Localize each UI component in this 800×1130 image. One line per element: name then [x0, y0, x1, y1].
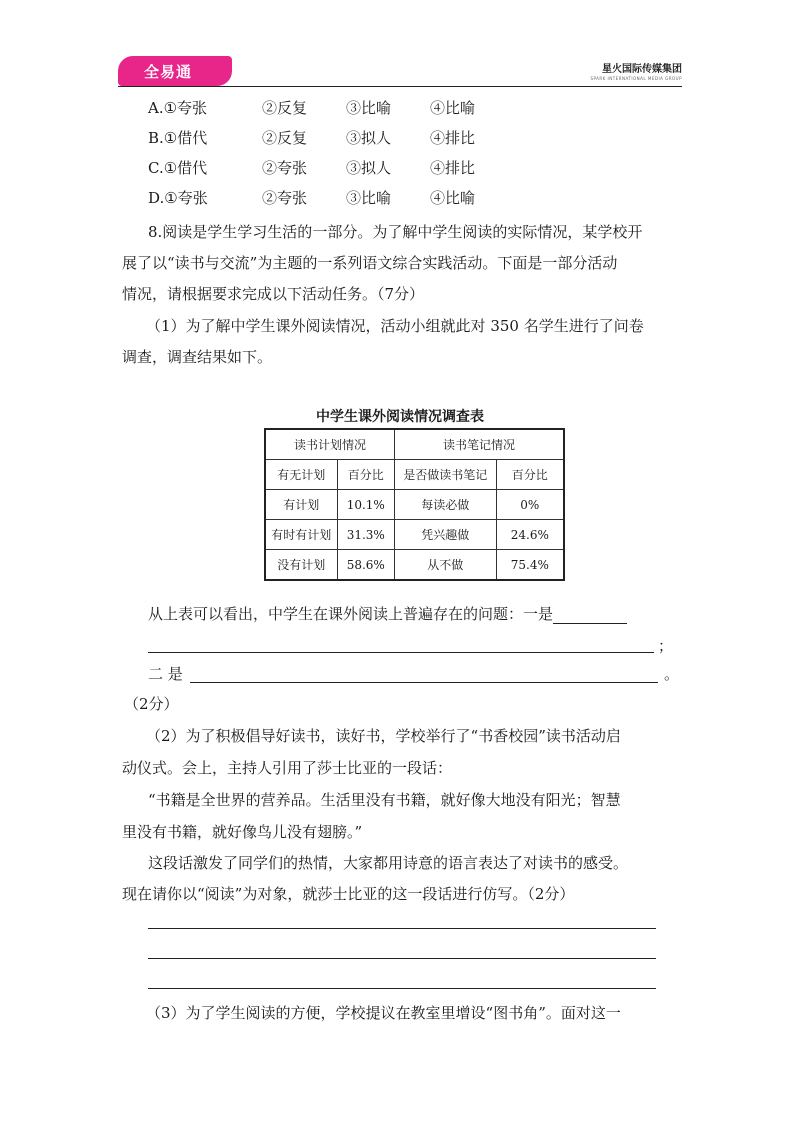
table-cell: 凭兴趣做 — [395, 520, 497, 550]
part2-line-2: 动仪式。会上，主持人引用了莎士比亚的一段话： — [122, 759, 453, 777]
table-header-cell: 是否做读书笔记 — [395, 460, 497, 490]
option-b-2: ②反复 — [262, 129, 308, 147]
option-c-1: C.①借代 — [148, 159, 208, 177]
q8-line-2: 展了以“读书与交流”为主题的一系列语文综合实践活动。下面是一部分活动 — [122, 254, 618, 272]
answer1-period: 。 — [664, 665, 680, 683]
option-a-3: ③比喻 — [346, 99, 392, 117]
answer2-line-1[interactable] — [148, 928, 656, 929]
table-group-header-row — [265, 429, 564, 460]
table-header-cell: 有无计划 — [265, 460, 337, 490]
table-row — [265, 550, 564, 581]
answer1-semicolon: ； — [658, 637, 674, 655]
table-title: 中学生课外阅读情况调查表 — [316, 409, 484, 425]
table-cell: 从不做 — [395, 550, 497, 581]
q8-line-1: 8.阅读是学生学习生活的一部分。为了解中学生阅读的实际情况，某学校开 — [148, 223, 643, 241]
table-cell: 有时有计划 — [265, 520, 337, 550]
option-c-4: ④排比 — [430, 159, 476, 177]
table-row — [265, 520, 564, 550]
option-d-4: ④比喻 — [430, 189, 476, 207]
part2-quote-1: “书籍是全世界的营养品。生活里没有书籍，就好像大地没有阳光；智慧 — [148, 791, 621, 809]
answer1-score: （2分） — [124, 695, 179, 713]
option-d-3: ③比喻 — [346, 189, 392, 207]
brand-logo — [118, 56, 232, 86]
publisher-name-en: SPARK INTERNATIONAL MEDIA GROUP — [590, 76, 682, 81]
table-group-notes: 读书笔记情况 — [395, 429, 565, 460]
q8-line-3: 情况，请根据要求完成以下活动任务。（7分） — [122, 285, 425, 303]
table-cell: 75.4% — [496, 550, 564, 581]
table-cell: 0% — [496, 490, 564, 520]
table-cell: 有计划 — [265, 490, 337, 520]
part1-line-1: （1）为了解中学生课外阅读情况，活动小组就此对 350 名学生进行了问卷 — [146, 317, 644, 335]
table-row — [265, 490, 564, 520]
option-b-1: B.①借代 — [148, 129, 208, 147]
survey-table — [264, 428, 565, 581]
answer1-blank-1[interactable] — [553, 608, 627, 624]
table-header-cell: 百分比 — [496, 460, 564, 490]
table-cell: 10.1% — [337, 490, 394, 520]
option-a-2: ②反复 — [262, 99, 308, 117]
publisher-block — [582, 60, 682, 81]
publisher-name: 星火国际传媒集团 — [602, 64, 682, 75]
answer2-line-3[interactable] — [148, 988, 656, 989]
answer1-blank-2[interactable] — [190, 682, 658, 683]
option-d-1: D.①夸张 — [148, 189, 208, 207]
option-a-1: A.①夸张 — [148, 99, 208, 117]
table-cell: 31.3% — [337, 520, 394, 550]
table-cell: 58.6% — [337, 550, 394, 581]
part2-line-4: 现在请你以“阅读”为对象，就莎士比亚的这一段话进行仿写。（2分） — [122, 885, 575, 903]
table-group-plan: 读书计划情况 — [265, 429, 395, 460]
option-b-3: ③拟人 — [346, 129, 392, 147]
table-header-row — [265, 460, 564, 490]
part3-line-1: （3）为了学生阅读的方便，学校提议在教室里增设“图书角”。面对这一 — [146, 1004, 621, 1022]
answer2-line-2[interactable] — [148, 958, 656, 959]
table-cell: 每读必做 — [395, 490, 497, 520]
answer1-prompt — [148, 604, 627, 624]
part2-quote-2: 里没有书籍，就好像鸟儿没有翅膀。” — [122, 823, 363, 841]
option-c-3: ③拟人 — [346, 159, 392, 177]
option-d-2: ②夸张 — [262, 189, 308, 207]
answer1-second-label: 二 是 — [148, 665, 183, 683]
part2-line-3: 这段话激发了同学们的热情，大家都用诗意的语言表达了对读书的感受。 — [148, 854, 629, 872]
table-cell: 24.6% — [496, 520, 564, 550]
answer1-blank-line[interactable] — [148, 652, 654, 653]
table-header-cell: 百分比 — [337, 460, 394, 490]
header-divider — [118, 86, 682, 87]
part1-line-2: 调查，调查结果如下。 — [122, 348, 273, 366]
option-b-4: ④排比 — [430, 129, 476, 147]
option-c-2: ②夸张 — [262, 159, 308, 177]
answer1-prompt-text: 从上表可以看出，中学生在课外阅读上普遍存在的问题：一是 — [148, 605, 554, 623]
option-a-4: ④比喻 — [430, 99, 476, 117]
table-cell: 没有计划 — [265, 550, 337, 581]
part2-line-1: （2）为了积极倡导好读书，读好书，学校举行了“书香校园”读书活动启 — [146, 727, 621, 745]
brand-logo-text: 全易通 — [144, 63, 193, 81]
